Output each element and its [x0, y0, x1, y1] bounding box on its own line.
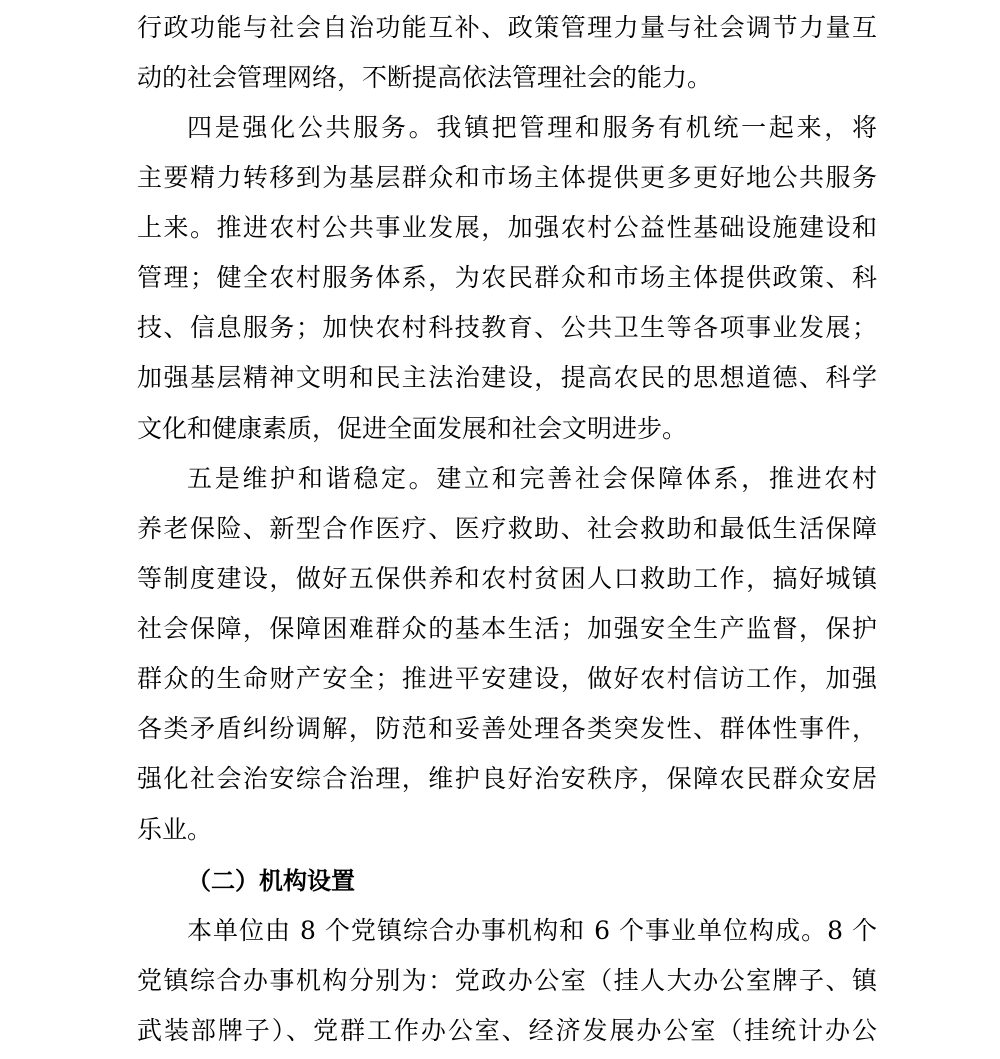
paragraph-line: 文化和健康素质，促进全面发展和社会文明进步。 — [137, 414, 688, 443]
paragraph-line: 等制度建设，做好五保供养和农村贫困人口救助工作，搞好城镇 — [137, 564, 877, 593]
paragraph-line: 五是维护和谐稳定。建立和完善社会保障体系，推进农村 — [187, 464, 877, 493]
paragraph-line: 社会保障，保障困难群众的基本生活；加强安全生产监督，保护 — [137, 614, 877, 643]
paragraph-line: 群众的生命财产安全；推进平安建设，做好农村信访工作，加强 — [137, 664, 877, 693]
paragraph-line: 加强基层精神文明和民主法治建设，提高农民的思想道德、科学 — [137, 363, 877, 392]
paragraph-line: 技、信息服务；加快农村科技教育、公共卫生等各项事业发展； — [137, 313, 877, 342]
paragraph-line: 武装部牌子）、党群工作办公室、经济发展办公室（挂统计办公 — [137, 1016, 877, 1045]
paragraph-line: 主要精力转移到为基层群众和市场主体提供更多更好地公共服务 — [137, 163, 877, 192]
paragraph-line: 强化社会治安综合治理，维护良好治安秩序，保障农民群众安居 — [137, 764, 877, 793]
paragraph-line: 各类矛盾纠纷调解，防范和妥善处理各类突发性、群体性事件， — [137, 714, 877, 743]
paragraph-line: 行政功能与社会自治功能互补、政策管理力量与社会调节力量互 — [137, 13, 877, 42]
paragraph-line: 乐业。 — [137, 815, 213, 844]
section-heading: （二）机构设置 — [187, 867, 355, 895]
paragraph-line: 党镇综合办事机构分别为：党政办公室（挂人大办公室牌子、镇 — [137, 966, 877, 995]
paragraph-line: 上来。推进农村公共事业发展，加强农村公益性基础设施建设和 — [137, 213, 877, 242]
paragraph-line: 四是强化公共服务。我镇把管理和服务有机统一起来，将 — [187, 113, 877, 142]
paragraph-line: 动的社会管理网络，不断提高依法管理社会的能力。 — [137, 63, 713, 92]
paragraph-line: 本单位由 8 个党镇综合办事机构和 6 个事业单位构成。8 个 — [187, 916, 877, 945]
paragraph-line: 管理；健全农村服务体系，为农民群众和市场主体提供政策、科 — [137, 263, 877, 292]
paragraph-line: 养老保险、新型合作医疗、医疗救助、社会救助和最低生活保障 — [137, 514, 877, 543]
